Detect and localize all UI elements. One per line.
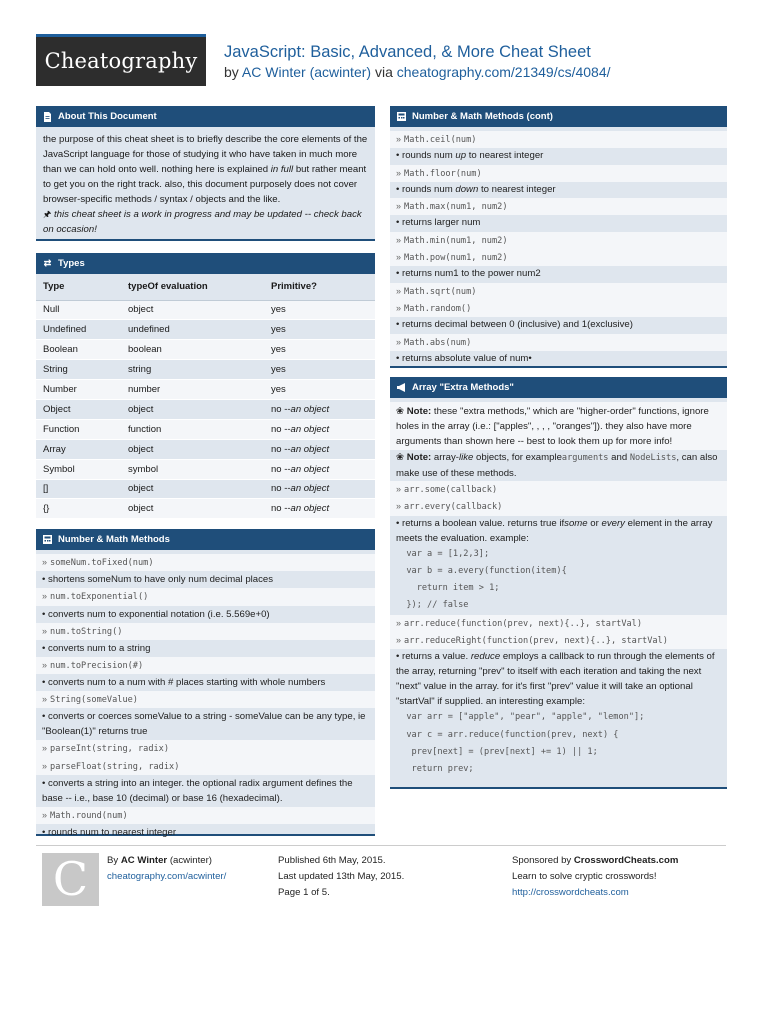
primitive-note: an object — [290, 463, 330, 475]
note-2-d: , can also make use of these methods. — [396, 452, 718, 479]
method-code: num.toString() — [50, 626, 123, 637]
method-code: Math.random() — [404, 303, 472, 314]
method-code: Math.min(num1, num2) — [404, 235, 508, 246]
every-method — [390, 498, 727, 515]
chevron-right-icon: » — [396, 617, 402, 628]
chevron-right-icon: » — [42, 591, 48, 602]
chevron-right-icon: » — [396, 234, 402, 245]
note-2-b: objects, for example — [476, 452, 562, 463]
chevron-right-icon: » — [42, 659, 48, 670]
table-row — [36, 360, 375, 380]
about-p1-italic: in full — [270, 164, 294, 175]
arr-heading: Array "Extra Methods" — [412, 382, 514, 393]
author-link[interactable]: AC Winter (acwinter) — [241, 64, 372, 80]
method-code: parseFloat(string, radix) — [50, 761, 180, 772]
type-cell: [] — [36, 479, 121, 499]
method-desc: • converts a string into an integer. the optional radix argument defines the base -- i.e., base 10 (decimal) or base 16 (hexadecimal). — [42, 778, 353, 805]
byline-by: by — [224, 64, 239, 80]
method-code: Math.max(num1, num2) — [404, 202, 508, 213]
primitive-cell — [264, 419, 375, 439]
code-line: prev[next] = (prev[next] += 1) || 1; — [396, 746, 598, 757]
method-desc: • converts num to a num with # places starting with whole numbers — [42, 677, 326, 689]
types-table — [36, 274, 375, 519]
nmm-body — [36, 550, 375, 845]
some-code: arr.some(callback) — [404, 485, 498, 495]
primitive-value: yes — [271, 364, 286, 376]
megaphone-icon — [397, 383, 406, 392]
every-desc-c: element in the array meets the evaluation. example: — [396, 517, 713, 544]
type-cell: Object — [36, 399, 121, 419]
chevron-right-icon: » — [396, 285, 402, 296]
number-math-panel — [36, 529, 375, 839]
primitive-note: an object — [290, 423, 330, 435]
method-row — [390, 131, 727, 148]
code-line: return prev; — [396, 764, 474, 775]
reduce-code: arr.reduce(function(prev, next){..}, startVal) — [404, 618, 643, 629]
code-line: var b = a.every(function(item){ — [396, 565, 567, 576]
footer-author-url[interactable]: cheatography.com/acwinter/ — [107, 871, 227, 882]
primitive-value: no -- — [271, 403, 291, 415]
nmmc-heading: Number & Math Methods (cont) — [412, 111, 553, 122]
primitive-cell — [264, 439, 375, 459]
typeof-cell: symbol — [121, 459, 264, 479]
arr-body — [390, 398, 727, 783]
method-desc — [390, 266, 727, 282]
method-row — [36, 657, 375, 674]
method-desc: • converts num to a string — [42, 642, 151, 654]
note-1-text: these "extra methods," which are "higher-order" functions, ignore holes in the array (i.e.: ["apples", , , , "oranges"]). they also have more arguments than shown here -- best to look them up for more info! — [396, 406, 709, 447]
type-cell: Number — [36, 380, 121, 400]
chevron-right-icon: » — [396, 201, 402, 212]
primitive-value: no -- — [271, 443, 291, 455]
method-code: Math.floor(num) — [404, 168, 482, 179]
about-heading: About This Document — [58, 111, 157, 122]
chevron-right-icon: » — [396, 167, 402, 178]
footer-sponsor-url[interactable]: http://crosswordcheats.com — [512, 887, 629, 898]
primitive-value: no -- — [271, 423, 291, 435]
method-row — [36, 740, 375, 757]
method-row — [390, 283, 727, 300]
method-row — [390, 300, 727, 317]
table-row — [36, 439, 375, 459]
primitive-value: no -- — [271, 483, 291, 495]
method-row — [36, 588, 375, 605]
primitive-cell — [264, 340, 375, 360]
every-code: arr.every(callback) — [404, 502, 503, 513]
byline-via: via — [374, 64, 393, 80]
note-1 — [390, 402, 727, 450]
footer-sponsor-tag: Learn to solve cryptic crosswords! — [512, 871, 657, 882]
note-2-a: array- — [433, 452, 459, 463]
note-label: Note: — [406, 452, 432, 463]
code-line: var c = arr.reduce(function(prev, next) { — [396, 729, 619, 740]
reduce-right-code: arr.reduceRight(function(prev, next){..}, startVal) — [404, 636, 668, 647]
method-code: num.toExponential() — [50, 592, 149, 603]
reduce-method — [390, 615, 727, 632]
type-cell: Undefined — [36, 320, 121, 340]
desc-a: • returns num1 to the power num2 — [396, 268, 541, 280]
page-title: JavaScript: Basic, Advanced, & More Cheat Sheet — [224, 43, 591, 61]
lightbulb-icon: ❀ — [396, 406, 405, 417]
code-line: var arr = ["apple", "pear", "apple", "lemon"]; — [396, 712, 645, 723]
cheatography-logo[interactable] — [36, 34, 206, 86]
method-code: Math.round(num) — [50, 811, 128, 822]
table-row — [36, 300, 375, 320]
array-extra-panel — [390, 377, 727, 789]
method-code: Math.ceil(num) — [404, 135, 477, 145]
types-panel — [36, 253, 375, 519]
desc-a: • rounds num — [396, 150, 456, 162]
note-2-italic: like — [458, 452, 474, 463]
pin-icon: 🖈 — [43, 209, 52, 219]
primitive-value: yes — [271, 384, 286, 395]
method-desc — [390, 182, 727, 198]
desc-a: • returns decimal between 0 (inclusive) and 1(exclusive) — [396, 319, 633, 331]
footer-sponsor-pre: Sponsored by — [512, 855, 572, 866]
code-example-1 — [390, 546, 727, 615]
method-code: Math.sqrt(num) — [404, 286, 477, 297]
primitive-cell — [264, 360, 375, 380]
footer-handle: (acwinter) — [169, 855, 212, 866]
reduce-desc-a: • returns a value. — [396, 651, 469, 663]
note-2 — [390, 450, 727, 481]
every-desc-i1: some — [564, 517, 588, 529]
about-p1-end: but rather meant to get you on the right track. also, this document purposely does not cover browser-specific methods / syntax / objects and the like. — [43, 164, 367, 205]
primitive-cell — [264, 399, 375, 419]
every-desc-b: or — [590, 517, 599, 529]
cheatography-c-logo: C — [42, 853, 99, 906]
method-desc — [390, 148, 727, 164]
type-cell: String — [36, 360, 121, 380]
nmm-heading: Number & Math Methods — [58, 534, 170, 545]
typeof-cell: string — [121, 360, 264, 380]
method-code: String(someValue) — [50, 695, 138, 706]
types-heading: Types — [58, 258, 85, 269]
method-row — [390, 198, 727, 215]
footer-by: By — [107, 855, 119, 866]
method-desc — [390, 215, 727, 231]
desc-b: to nearest integer — [478, 183, 556, 195]
footer-divider — [36, 845, 726, 846]
note-label: Note: — [406, 406, 432, 417]
footer-sponsor — [512, 853, 678, 901]
logo-text: Cheatography — [44, 49, 198, 73]
primitive-value: no -- — [271, 503, 291, 515]
calculator-icon — [397, 112, 406, 121]
method-code: parseInt(string, radix) — [50, 744, 170, 755]
desc-a: • returns absolute value of num• — [396, 352, 532, 364]
primitive-cell — [264, 479, 375, 499]
code-example-2 — [390, 709, 727, 778]
code-line: return item > 1; — [396, 583, 500, 594]
every-desc-a: • returns a boolean value. returns true if — [396, 517, 565, 529]
code-line: var a = [1,2,3]; — [396, 548, 490, 559]
number-math-cont-panel — [390, 106, 727, 368]
calculator-icon — [43, 535, 52, 544]
typeof-cell: object — [121, 499, 264, 519]
byline — [224, 64, 611, 80]
table-row — [36, 340, 375, 360]
type-cell: Function — [36, 419, 121, 439]
table-row — [36, 459, 375, 479]
type-cell: Array — [36, 439, 121, 459]
chevron-right-icon: » — [42, 694, 48, 705]
method-row — [36, 623, 375, 640]
chevron-right-icon: » — [396, 501, 402, 512]
primitive-note: an object — [290, 483, 330, 495]
note-2-code2: NodeLists — [629, 453, 677, 463]
footer-updated: Last updated 13th May, 2015. — [278, 871, 405, 882]
method-desc: • rounds num to nearest integer — [42, 827, 177, 839]
desc-italic: down — [455, 183, 479, 195]
method-row — [36, 554, 375, 571]
table-row — [36, 320, 375, 340]
footer-sponsor-name[interactable]: CrosswordCheats.com — [573, 855, 679, 866]
about-note: this cheat sheet is a work in progress and may be updated -- check back on occasion! — [43, 209, 362, 235]
exchange-icon: ⇄ — [43, 258, 52, 268]
method-code: num.toPrecision(#) — [50, 660, 144, 671]
primitive-value: yes — [271, 304, 286, 316]
method-desc — [390, 317, 727, 333]
primitive-cell — [264, 380, 375, 400]
typeof-cell: number — [121, 380, 264, 400]
note-2-code1: arguments — [561, 453, 609, 463]
chevron-right-icon: » — [396, 336, 402, 347]
typeof-cell: undefined — [121, 320, 264, 340]
method-code: Math.pow(num1, num2) — [404, 253, 508, 264]
method-row — [36, 691, 375, 708]
chevron-right-icon: » — [42, 743, 48, 754]
method-row — [390, 232, 727, 249]
method-code: Math.abs(num) — [404, 337, 472, 348]
col-typeof: typeOf evaluation — [121, 274, 264, 300]
reduce-desc-b: employs a callback to run through the elements of the array, returning "prev" to itself with each iteration and taking the next "next" value in the array. for it's first "prev" value it will take an optional "startVal" if supplied. an interesting example: — [396, 651, 715, 708]
method-desc: • converts or coerces someValue to a string - someValue can be any type, ie "Boolean(1)" returns true — [42, 711, 366, 738]
document-icon — [43, 112, 52, 121]
method-row — [36, 807, 375, 824]
about-body — [36, 127, 375, 242]
nmmc-header — [390, 106, 727, 127]
chevron-right-icon: » — [396, 252, 402, 263]
typeof-cell: function — [121, 419, 264, 439]
table-row — [36, 479, 375, 499]
primitive-cell — [264, 300, 375, 320]
typeof-cell: object — [121, 439, 264, 459]
method-row — [390, 334, 727, 351]
method-desc: • shortens someNum to have only num decimal places — [42, 574, 274, 586]
method-desc: • converts num to exponential notation (i.e. 5.569e+0) — [42, 608, 270, 620]
lightbulb-icon: ❀ — [396, 452, 405, 463]
primitive-note: an object — [290, 503, 330, 515]
footer-dates — [278, 853, 404, 901]
code-line: }); // false — [396, 600, 469, 611]
every-desc — [390, 516, 727, 546]
types-header — [36, 253, 375, 274]
table-row — [36, 499, 375, 519]
reduce-right-method — [390, 632, 727, 649]
chevron-right-icon: » — [396, 635, 402, 646]
chevron-right-icon: » — [42, 557, 48, 567]
table-row — [36, 399, 375, 419]
primitive-cell — [264, 459, 375, 479]
col-primitive: Primitive? — [264, 274, 375, 300]
about-p1: the purpose of this cheat sheet is to briefly describe the core elements of the JavaScript language for those of studying it who have taken in much more than we can hold onto well. nothing here is explained — [43, 134, 368, 175]
desc-a: • returns larger num — [396, 217, 481, 229]
chevron-right-icon: » — [396, 302, 402, 313]
primitive-note: an object — [290, 403, 330, 415]
typeof-cell: object — [121, 399, 264, 419]
some-method — [390, 481, 727, 498]
method-row — [36, 758, 375, 775]
nmm-header — [36, 529, 375, 550]
chevron-right-icon: » — [42, 810, 48, 821]
desc-a: • rounds num — [396, 183, 456, 195]
method-row — [390, 165, 727, 182]
typeof-cell: boolean — [121, 340, 264, 360]
type-cell: Null — [36, 300, 121, 320]
about-panel — [36, 106, 375, 241]
primitive-cell — [264, 499, 375, 519]
footer-published: Published 6th May, 2015. — [278, 855, 386, 866]
sheet-url-link[interactable]: cheatography.com/21349/cs/4084/ — [396, 64, 611, 80]
col-type: Type — [36, 274, 121, 300]
primitive-note: an object — [290, 443, 330, 455]
every-desc-i2: every — [601, 517, 625, 529]
method-row — [390, 249, 727, 266]
arr-header — [390, 377, 727, 398]
method-code: someNum.toFixed(num) — [50, 558, 154, 568]
desc-italic: up — [455, 150, 467, 162]
type-cell: {} — [36, 499, 121, 519]
table-row — [36, 380, 375, 400]
typeof-cell: object — [121, 479, 264, 499]
chevron-right-icon: » — [42, 625, 48, 636]
reduce-desc — [390, 649, 727, 709]
footer-author-name[interactable]: AC Winter — [120, 855, 168, 866]
typeof-cell: object — [121, 300, 264, 320]
note-2-c: and — [611, 452, 628, 463]
footer-author — [107, 853, 226, 885]
type-cell: Boolean — [36, 340, 121, 360]
reduce-desc-i: reduce — [470, 651, 501, 663]
chevron-right-icon: » — [42, 760, 48, 771]
nmmc-body — [390, 127, 727, 371]
primitive-value: yes — [271, 324, 286, 336]
primitive-value: yes — [271, 344, 286, 356]
table-row — [36, 419, 375, 439]
type-cell: Symbol — [36, 459, 121, 479]
primitive-value: no -- — [271, 463, 291, 475]
method-desc — [390, 351, 727, 367]
chevron-right-icon: » — [396, 484, 402, 494]
desc-b: to nearest integer — [466, 150, 544, 162]
primitive-cell — [264, 320, 375, 340]
chevron-right-icon: » — [396, 134, 402, 144]
footer-page: Page 1 of 5. — [278, 887, 330, 898]
about-header — [36, 106, 375, 127]
